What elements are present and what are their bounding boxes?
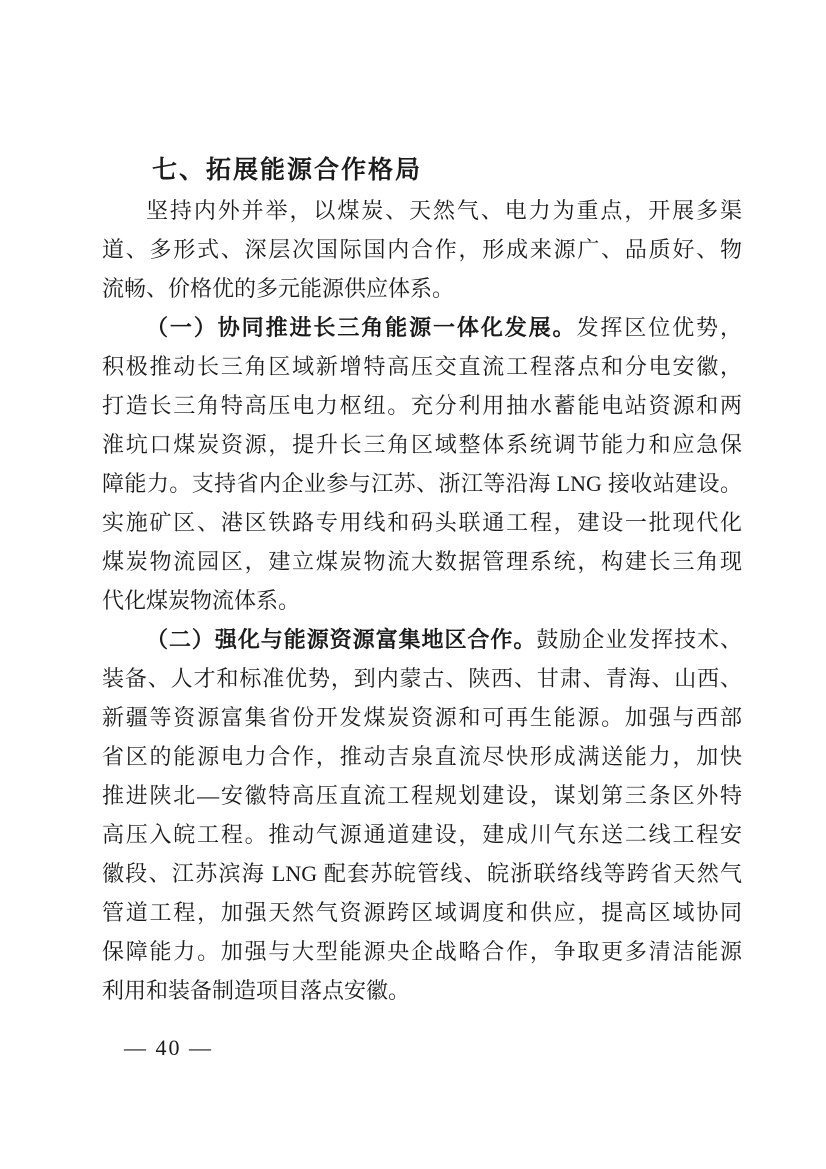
- text-line: [102, 620, 742, 659]
- text-line: 新疆等资源富集省份开发煤炭资源和可再生能源。加强与西部: [102, 705, 742, 730]
- section-2-lead-rest: 鼓励企业发挥技术、: [536, 627, 742, 652]
- text-line: 利用和装备制造项目落点安徽。: [102, 978, 411, 1003]
- text-line: 淮坑口煤炭资源，提升长三角区域整体系统调节能力和应急保: [102, 432, 742, 457]
- intro-paragraph: [102, 191, 742, 308]
- text-line: 坚持内外并举，以煤炭、天然气、电力为重点，开展多渠: [146, 198, 742, 223]
- text-line: 省区的能源电力合作，推动吉泉直流尽快形成满送能力，加快: [102, 744, 742, 769]
- text-line: 装备、人才和标准优势，到内蒙古、陕西、甘肃、青海、山西、: [102, 666, 742, 691]
- text-line: 煤炭物流园区，建立煤炭物流大数据管理系统，构建长三角现: [102, 549, 742, 574]
- text-line: 道、多形式、深层次国际国内合作，形成来源广、品质好、物: [102, 237, 742, 262]
- text-line: [102, 308, 742, 347]
- text-line: 高压入皖工程。推动气源通道建设，建成川气东送二线工程安: [102, 822, 742, 847]
- text-line: 推进陕北—安徽特高压直流工程规划建设，谋划第三条区外特: [102, 783, 742, 808]
- section-1-lead: （一）协同推进长三角能源一体化发展。: [146, 315, 577, 340]
- text-line: 积极推动长三角区域新增特高压交直流工程落点和分电安徽，: [102, 354, 742, 379]
- text-line: 管道工程，加强天然气资源跨区域调度和供应，提高区域协同: [102, 900, 742, 925]
- text-line: 实施矿区、港区铁路专用线和码头联通工程，建设一批现代化: [102, 510, 742, 535]
- section-2-paragraph: [102, 620, 742, 1010]
- section-heading: 七、拓展能源合作格局: [152, 156, 423, 184]
- page-number: — 40 —: [124, 1035, 213, 1060]
- text-line: 障能力。支持省内企业参与江苏、浙江等沿海 LNG 接收站建设。: [102, 471, 742, 496]
- section-1-paragraph: [102, 308, 742, 620]
- text-line: 保障能力。加强与大型能源央企战略合作，争取更多清洁能源: [102, 939, 742, 964]
- section-2-lead: （二）强化与能源资源富集地区合作。: [146, 627, 537, 652]
- text-line: 打造长三角特高压电力枢纽。充分利用抽水蓄能电站资源和两: [102, 393, 742, 418]
- text-line: 代化煤炭物流体系。: [102, 588, 301, 613]
- text-line: 流畅、价格优的多元能源供应体系。: [102, 276, 455, 301]
- section-1-lead-rest: 发挥区位优势，: [576, 315, 742, 340]
- text-line: 徽段、江苏滨海 LNG 配套苏皖管线、皖浙联络线等跨省天然气: [102, 861, 742, 886]
- page-content: [102, 149, 742, 1010]
